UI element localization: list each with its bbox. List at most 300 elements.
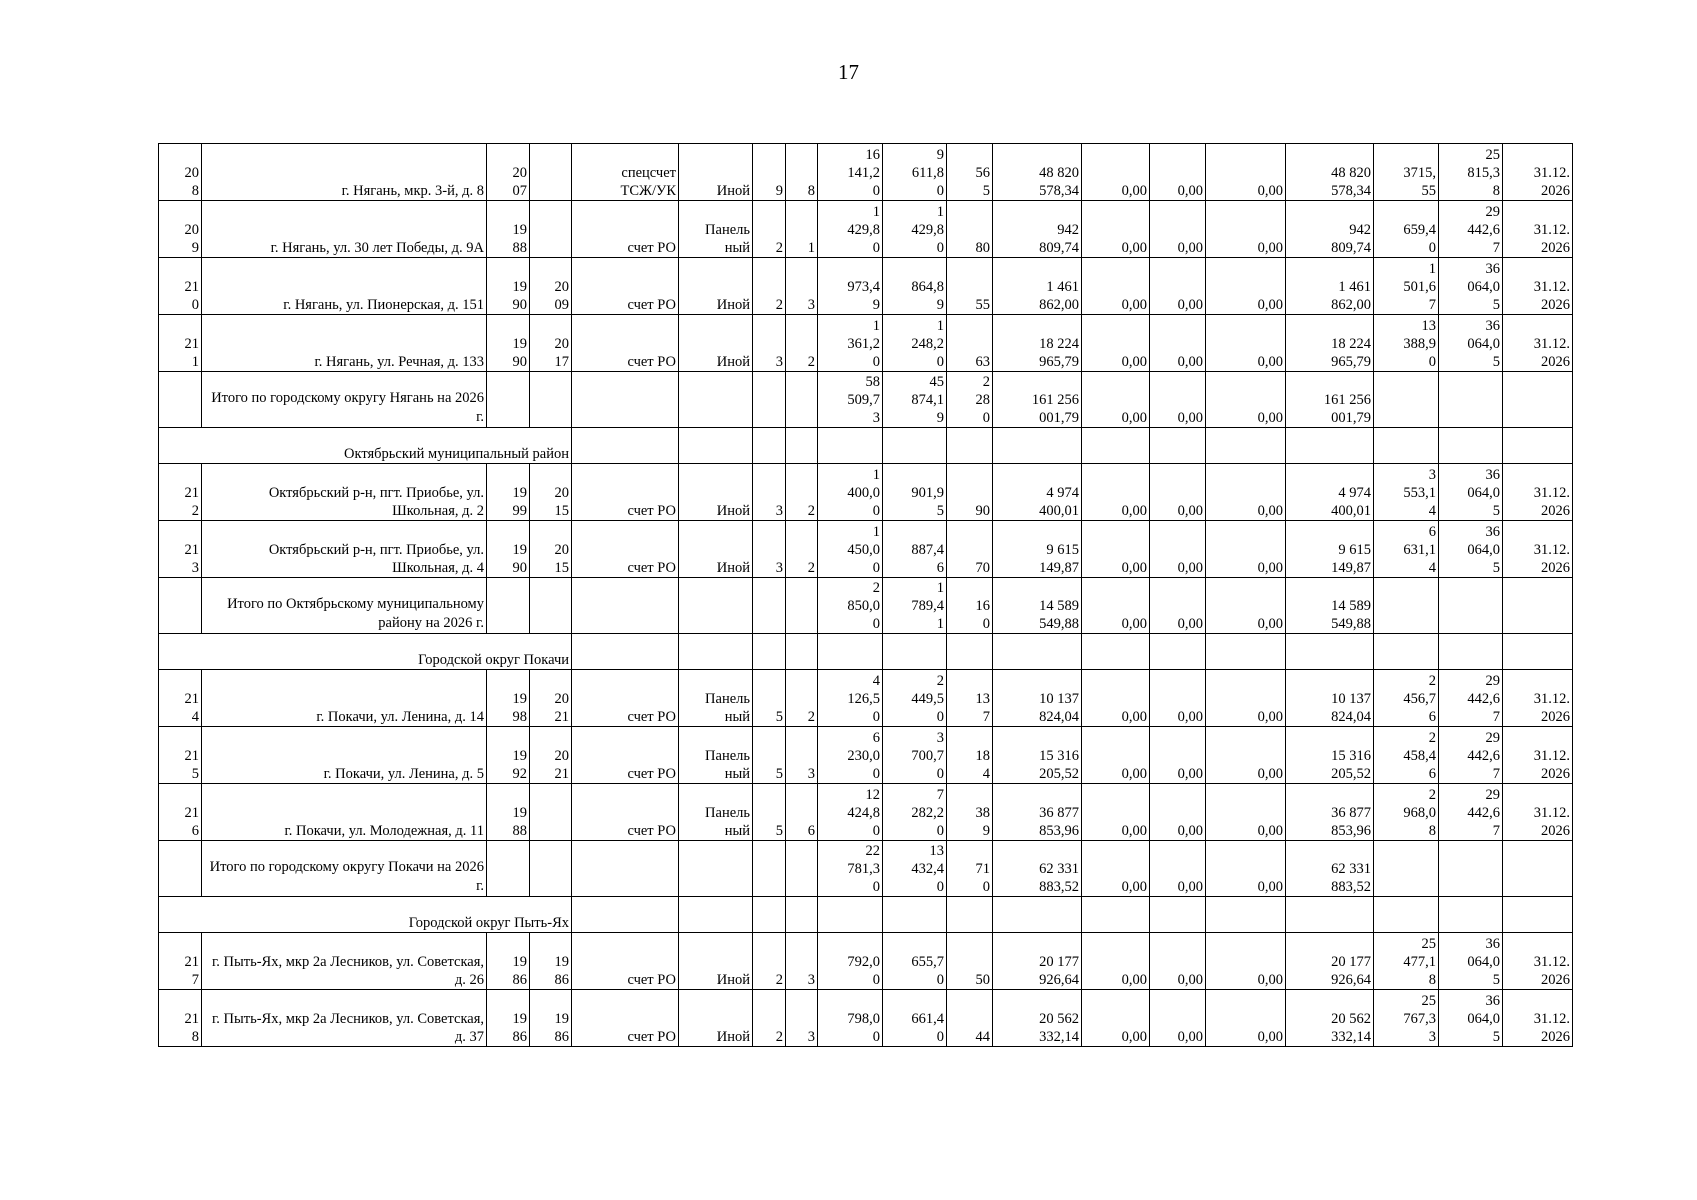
- unit-limit-cell: [1439, 258, 1503, 315]
- address-cell: [202, 144, 487, 201]
- residents-cell-value: 80: [975, 240, 990, 256]
- fund-method-cell: [572, 521, 679, 578]
- owners-funds-cell-value: 942 809,74: [1331, 222, 1371, 256]
- living-area-cell: [883, 841, 947, 897]
- owners-funds-cell: [1286, 990, 1374, 1047]
- empty-cell: [1374, 841, 1439, 897]
- section-header-row: [159, 897, 1573, 933]
- funding-cell-value: 0,00: [1121, 1029, 1147, 1045]
- owners-funds-cell: [1286, 727, 1374, 784]
- wall-material-cell-value: Иной: [716, 354, 750, 370]
- cost-cell: [993, 578, 1082, 634]
- funding-cell: [1206, 990, 1286, 1047]
- row-number-value: 21 1: [184, 336, 199, 370]
- empty-cell: [1503, 841, 1573, 897]
- total-area-cell-value: 6 230,0 0: [847, 730, 880, 782]
- wall-material-cell-value: Иной: [716, 503, 750, 519]
- year-renovated-cell-value: 19 86: [554, 1011, 569, 1045]
- residents-cell: [947, 372, 993, 428]
- empty-cell: [572, 428, 679, 464]
- funding-cell: [1150, 315, 1206, 372]
- empty-cell: [947, 634, 993, 670]
- total-area-cell-value: 1 361,2 0: [847, 318, 880, 370]
- year-built-cell-value: 19 98: [512, 691, 527, 725]
- empty-cell: [1439, 428, 1503, 464]
- fund-method-cell-value: счет РО: [627, 709, 676, 725]
- funding-cell-value: 0,00: [1177, 766, 1203, 782]
- funding-cell-value: 0,00: [1121, 240, 1147, 256]
- deadline-cell: [1503, 990, 1573, 1047]
- register-table: [158, 143, 1573, 1047]
- deadline-cell-value: 31.12. 2026: [1533, 222, 1570, 256]
- deadline-cell-value: 31.12. 2026: [1533, 165, 1570, 199]
- cost-cell: [993, 315, 1082, 372]
- owners-funds-cell-value: 10 137 824,04: [1331, 691, 1371, 725]
- row-number-value: 21 3: [184, 542, 199, 576]
- empty-cell: [753, 634, 786, 670]
- deadline-cell: [1503, 464, 1573, 521]
- funding-cell-value: 0,00: [1257, 709, 1283, 725]
- year-built-cell-value: 19 90: [512, 279, 527, 313]
- subtotal-label: [202, 578, 487, 634]
- funding-cell-value: 0,00: [1257, 1029, 1283, 1045]
- row-number-value: 21 8: [184, 1011, 199, 1045]
- fund-method-cell-value: спецсчет ТСЖ/УК: [620, 165, 676, 199]
- total-area-cell-value: 58 509,7 3: [847, 374, 880, 426]
- wall-material-cell: [679, 144, 753, 201]
- unit-limit-cell: [1439, 144, 1503, 201]
- empty-cell: [1374, 428, 1439, 464]
- empty-cell: [679, 428, 753, 464]
- deadline-cell-value: 31.12. 2026: [1533, 485, 1570, 519]
- owners-funds-cell: [1286, 578, 1374, 634]
- living-area-cell-value: 655,7 0: [911, 954, 944, 988]
- living-area-cell: [883, 464, 947, 521]
- funding-cell: [1206, 841, 1286, 897]
- year-built-cell-value: 19 88: [512, 805, 527, 839]
- funding-cell-value: 0,00: [1121, 297, 1147, 313]
- residents-cell: [947, 784, 993, 841]
- subtotal-label: [202, 841, 487, 897]
- unit-limit-cell: [1439, 727, 1503, 784]
- entrances-cell-value: 3: [807, 297, 815, 313]
- total-area-cell-value: 798,0 0: [847, 1011, 880, 1045]
- unit-cost-cell-value: 3715, 55: [1403, 165, 1436, 199]
- funding-cell-value: 0,00: [1257, 560, 1283, 576]
- living-area-cell-value: 1 789,4 1: [911, 580, 944, 632]
- residents-cell: [947, 315, 993, 372]
- living-area-cell-value: 2 449,5 0: [911, 673, 944, 725]
- empty-cell: [1082, 634, 1150, 670]
- empty-cell: [1206, 428, 1286, 464]
- living-area-cell: [883, 201, 947, 258]
- owners-funds-cell: [1286, 258, 1374, 315]
- funding-cell-value: 0,00: [1257, 183, 1283, 199]
- deadline-cell-value: 31.12. 2026: [1533, 805, 1570, 839]
- year-built-cell: [487, 990, 530, 1047]
- empty-cell: [1150, 634, 1206, 670]
- funding-cell: [1082, 578, 1150, 634]
- address-cell-value: г. Покачи, ул. Ленина, д. 5: [323, 766, 484, 782]
- address-cell: [202, 933, 487, 990]
- funding-cell-value: 0,00: [1121, 709, 1147, 725]
- funding-cell: [1206, 201, 1286, 258]
- wall-material-cell: [679, 933, 753, 990]
- funding-cell: [1206, 521, 1286, 578]
- cost-cell: [993, 258, 1082, 315]
- empty-cell: [753, 428, 786, 464]
- empty-cell: [1374, 897, 1439, 933]
- subtotal-row: [159, 841, 1573, 897]
- residents-cell-value: 71 0: [975, 861, 990, 895]
- funding-cell: [1082, 990, 1150, 1047]
- unit-cost-cell: [1374, 144, 1439, 201]
- wall-material-cell: [679, 990, 753, 1047]
- entrances-cell-value: 3: [807, 1029, 815, 1045]
- funding-cell-value: 0,00: [1121, 410, 1147, 426]
- fund-method-cell-value: счет РО: [627, 560, 676, 576]
- cost-cell-value: 48 820 578,34: [1039, 165, 1079, 199]
- empty-cell: [679, 841, 753, 897]
- deadline-cell-value: 31.12. 2026: [1533, 279, 1570, 313]
- empty-cell: [1439, 578, 1503, 634]
- year-built-cell: [487, 727, 530, 784]
- living-area-cell: [883, 372, 947, 428]
- living-area-cell-value: 3 700,7 0: [911, 730, 944, 782]
- wall-material-cell-value: Иной: [716, 972, 750, 988]
- row-number: [159, 521, 202, 578]
- empty-cell: [753, 841, 786, 897]
- entrances-cell: [786, 464, 818, 521]
- year-built-cell: [487, 315, 530, 372]
- year-built-cell-value: 19 90: [512, 336, 527, 370]
- empty-cell: [1206, 634, 1286, 670]
- funding-cell: [1206, 258, 1286, 315]
- living-area-cell: [883, 315, 947, 372]
- empty-cell: [753, 897, 786, 933]
- address-cell-value: г. Покачи, ул. Молодежная, д. 11: [284, 823, 484, 839]
- floors-cell: [753, 201, 786, 258]
- subtotal-label: [202, 372, 487, 428]
- living-area-cell-value: 661,4 0: [911, 1011, 944, 1045]
- unit-cost-cell-value: 2 458,4 6: [1403, 730, 1436, 782]
- funding-cell: [1206, 144, 1286, 201]
- owners-funds-cell-value: 14 589 549,88: [1331, 598, 1371, 632]
- wall-material-cell: [679, 670, 753, 727]
- deadline-cell: [1503, 258, 1573, 315]
- living-area-cell: [883, 990, 947, 1047]
- owners-funds-cell: [1286, 841, 1374, 897]
- empty-cell: [1082, 428, 1150, 464]
- unit-cost-cell: [1374, 784, 1439, 841]
- empty-cell: [1439, 634, 1503, 670]
- empty-cell: [786, 634, 818, 670]
- funding-cell-value: 0,00: [1257, 503, 1283, 519]
- entrances-cell: [786, 521, 818, 578]
- funding-cell-value: 0,00: [1121, 616, 1147, 632]
- empty-cell: [487, 372, 530, 428]
- empty-cell: [530, 578, 572, 634]
- entrances-cell: [786, 990, 818, 1047]
- empty-cell: [753, 578, 786, 634]
- wall-material-cell: [679, 784, 753, 841]
- owners-funds-cell-value: 4 974 400,01: [1331, 485, 1371, 519]
- year-built-cell: [487, 144, 530, 201]
- funding-cell-value: 0,00: [1121, 503, 1147, 519]
- address-cell-value: Октябрьский р-н, пгт. Приобье, ул. Школьная, д. 2: [268, 485, 484, 519]
- row-number-value: 20 9: [184, 222, 199, 256]
- funding-cell-value: 0,00: [1121, 823, 1147, 839]
- funding-cell-value: 0,00: [1177, 297, 1203, 313]
- fund-method-cell: [572, 990, 679, 1047]
- table-row: [159, 258, 1573, 315]
- unit-limit-cell-value: 29 442,6 7: [1467, 730, 1500, 782]
- year-renovated-cell-value: 19 86: [554, 954, 569, 988]
- address-cell: [202, 315, 487, 372]
- table-row: [159, 464, 1573, 521]
- section-header-row: [159, 428, 1573, 464]
- residents-cell: [947, 144, 993, 201]
- address-cell-value: Октябрьский р-н, пгт. Приобье, ул. Школьная, д. 4: [268, 542, 484, 576]
- unit-limit-cell-value: 36 064,0 5: [1467, 261, 1500, 313]
- funding-cell: [1082, 372, 1150, 428]
- cost-cell-value: 15 316 205,52: [1039, 748, 1079, 782]
- empty-cell: [1082, 897, 1150, 933]
- living-area-cell: [883, 258, 947, 315]
- floors-cell-value: 3: [775, 560, 783, 576]
- floors-cell-value: 2: [775, 240, 783, 256]
- unit-cost-cell-value: 2 968,0 8: [1403, 787, 1436, 839]
- funding-cell: [1150, 201, 1206, 258]
- unit-limit-cell: [1439, 201, 1503, 258]
- deadline-cell: [1503, 521, 1573, 578]
- address-cell: [202, 201, 487, 258]
- funding-cell-value: 0,00: [1177, 972, 1203, 988]
- wall-material-cell-value: Иной: [716, 1029, 750, 1045]
- residents-cell-value: 44: [975, 1029, 990, 1045]
- unit-limit-cell-value: 36 064,0 5: [1467, 467, 1500, 519]
- owners-funds-cell: [1286, 201, 1374, 258]
- unit-limit-cell-value: 29 442,6 7: [1467, 204, 1500, 256]
- table-row: [159, 315, 1573, 372]
- total-area-cell-value: 792,0 0: [847, 954, 880, 988]
- row-number: [159, 933, 202, 990]
- total-area-cell-value: 973,4 9: [847, 279, 880, 313]
- total-area-cell-value: 2 850,0 0: [847, 580, 880, 632]
- unit-cost-cell-value: 3 553,1 4: [1403, 467, 1436, 519]
- address-cell-value: г. Нягань, ул. Пионерская, д. 151: [283, 297, 484, 313]
- cost-cell: [993, 727, 1082, 784]
- deadline-cell: [1503, 144, 1573, 201]
- cost-cell-value: 4 974 400,01: [1039, 485, 1079, 519]
- year-built-cell-value: 19 99: [512, 485, 527, 519]
- residents-cell-value: 90: [975, 503, 990, 519]
- residents-cell: [947, 464, 993, 521]
- funding-cell: [1082, 464, 1150, 521]
- empty-cell: [993, 634, 1082, 670]
- cost-cell: [993, 372, 1082, 428]
- year-built-cell-value: 19 92: [512, 748, 527, 782]
- owners-funds-cell-value: 9 615 149,87: [1331, 542, 1371, 576]
- funding-cell-value: 0,00: [1177, 560, 1203, 576]
- year-built-cell: [487, 521, 530, 578]
- empty-cell: [1286, 428, 1374, 464]
- year-renovated-cell: [530, 670, 572, 727]
- section-header-value: Городской округ Пыть-Ях: [408, 915, 569, 931]
- residents-cell: [947, 258, 993, 315]
- fund-method-cell: [572, 727, 679, 784]
- fund-method-cell: [572, 258, 679, 315]
- total-area-cell: [818, 315, 883, 372]
- year-renovated-cell: [530, 201, 572, 258]
- funding-cell: [1150, 841, 1206, 897]
- entrances-cell-value: 2: [807, 560, 815, 576]
- total-area-cell-value: 16 141,2 0: [847, 147, 880, 199]
- empty-cell: [1503, 372, 1573, 428]
- fund-method-cell: [572, 201, 679, 258]
- owners-funds-cell: [1286, 933, 1374, 990]
- row-number-value: 21 6: [184, 805, 199, 839]
- entrances-cell-value: 6: [807, 823, 815, 839]
- floors-cell: [753, 315, 786, 372]
- row-number: [159, 670, 202, 727]
- year-renovated-cell-value: 20 21: [554, 748, 569, 782]
- funding-cell: [1082, 258, 1150, 315]
- funding-cell: [1206, 464, 1286, 521]
- residents-cell: [947, 990, 993, 1047]
- row-number-value: 21 4: [184, 691, 199, 725]
- total-area-cell-value: 1 429,8 0: [847, 204, 880, 256]
- year-renovated-cell-value: 20 21: [554, 691, 569, 725]
- funding-cell: [1082, 521, 1150, 578]
- empty-cell: [786, 372, 818, 428]
- cost-cell: [993, 521, 1082, 578]
- section-header-value: Октябрьский муниципальный район: [344, 446, 569, 462]
- empty-cell: [572, 578, 679, 634]
- residents-cell: [947, 521, 993, 578]
- entrances-cell: [786, 727, 818, 784]
- owners-funds-cell-value: 62 331 883,52: [1331, 861, 1371, 895]
- total-area-cell: [818, 372, 883, 428]
- row-number-value: 21 7: [184, 954, 199, 988]
- cost-cell-value: 10 137 824,04: [1039, 691, 1079, 725]
- empty-cell: [786, 578, 818, 634]
- owners-funds-cell: [1286, 521, 1374, 578]
- unit-limit-cell: [1439, 521, 1503, 578]
- empty-cell: [1206, 897, 1286, 933]
- empty-cell: [1503, 428, 1573, 464]
- address-cell: [202, 521, 487, 578]
- entrances-cell-value: 2: [807, 354, 815, 370]
- deadline-cell: [1503, 784, 1573, 841]
- owners-funds-cell: [1286, 315, 1374, 372]
- unit-cost-cell: [1374, 521, 1439, 578]
- funding-cell: [1150, 670, 1206, 727]
- funding-cell-value: 0,00: [1257, 240, 1283, 256]
- funding-cell-value: 0,00: [1121, 560, 1147, 576]
- subtotal-row: [159, 578, 1573, 634]
- year-renovated-cell: [530, 990, 572, 1047]
- wall-material-cell-value: Иной: [716, 297, 750, 313]
- empty-cell: [159, 841, 202, 897]
- address-cell-value: г. Нягань, мкр. 3-й, д. 8: [341, 183, 484, 199]
- funding-cell: [1206, 372, 1286, 428]
- year-renovated-cell: [530, 315, 572, 372]
- year-built-cell: [487, 784, 530, 841]
- section-header-row: [159, 634, 1573, 670]
- unit-cost-cell-value: 1 501,6 7: [1403, 261, 1436, 313]
- funding-cell: [1082, 315, 1150, 372]
- floors-cell: [753, 521, 786, 578]
- year-built-cell-value: 20 07: [512, 165, 527, 199]
- unit-limit-cell-value: 29 442,6 7: [1467, 787, 1500, 839]
- cost-cell-value: 942 809,74: [1039, 222, 1079, 256]
- empty-cell: [572, 841, 679, 897]
- row-number: [159, 727, 202, 784]
- unit-limit-cell: [1439, 990, 1503, 1047]
- empty-cell: [993, 897, 1082, 933]
- residents-cell: [947, 841, 993, 897]
- funding-cell-value: 0,00: [1177, 240, 1203, 256]
- subtotal-label-value: Итого по городскому округу Покачи на 2026 г.: [209, 859, 484, 894]
- fund-method-cell: [572, 933, 679, 990]
- cost-cell: [993, 784, 1082, 841]
- fund-method-cell-value: счет РО: [627, 297, 676, 313]
- address-cell-value: г. Покачи, ул. Ленина, д. 14: [316, 709, 484, 725]
- year-renovated-cell-value: 20 17: [554, 336, 569, 370]
- row-number: [159, 464, 202, 521]
- subtotal-label-value: Итого по городскому округу Нягань на 2026 г.: [211, 390, 484, 425]
- empty-cell: [818, 897, 883, 933]
- unit-cost-cell: [1374, 990, 1439, 1047]
- row-number: [159, 315, 202, 372]
- wall-material-cell: [679, 315, 753, 372]
- living-area-cell-value: 1 248,2 0: [911, 318, 944, 370]
- row-number-value: 21 5: [184, 748, 199, 782]
- funding-cell: [1150, 727, 1206, 784]
- funding-cell-value: 0,00: [1257, 823, 1283, 839]
- address-cell: [202, 990, 487, 1047]
- wall-material-cell: [679, 727, 753, 784]
- subtotal-label-value: Итого по Октябрьскому муниципальному району на 2026 г.: [227, 596, 484, 631]
- residents-cell-value: 55: [975, 297, 990, 313]
- section-header: [159, 634, 572, 670]
- funding-cell: [1082, 727, 1150, 784]
- total-area-cell: [818, 258, 883, 315]
- total-area-cell: [818, 841, 883, 897]
- deadline-cell-value: 31.12. 2026: [1533, 691, 1570, 725]
- entrances-cell: [786, 784, 818, 841]
- empty-cell: [753, 372, 786, 428]
- deadline-cell-value: 31.12. 2026: [1533, 954, 1570, 988]
- empty-cell: [883, 897, 947, 933]
- section-header: [159, 897, 572, 933]
- funding-cell: [1150, 933, 1206, 990]
- year-built-cell-value: 19 86: [512, 954, 527, 988]
- empty-cell: [1439, 372, 1503, 428]
- residents-cell-value: 2 28 0: [975, 374, 990, 426]
- funding-cell: [1082, 784, 1150, 841]
- year-built-cell: [487, 933, 530, 990]
- owners-funds-cell-value: 36 877 853,96: [1331, 805, 1371, 839]
- fund-method-cell-value: счет РО: [627, 1029, 676, 1045]
- cost-cell-value: 14 589 549,88: [1039, 598, 1079, 632]
- row-number: [159, 144, 202, 201]
- funding-cell: [1082, 201, 1150, 258]
- entrances-cell-value: 2: [807, 709, 815, 725]
- year-renovated-cell: [530, 933, 572, 990]
- row-number-value: 21 2: [184, 485, 199, 519]
